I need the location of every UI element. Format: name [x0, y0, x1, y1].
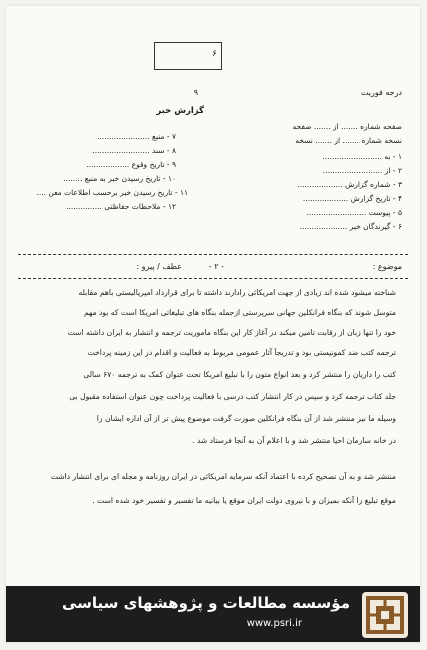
field-report-number: ۳ - شماره گزارش ................... [297, 180, 402, 189]
institute-logo-icon [362, 592, 408, 638]
body-line: جلد کتاب ترجمه کرد و سپس در کار انتشار کتب درسی با فعالیت پرداخت چون عنوان استفاده مقبول بی [69, 392, 396, 401]
degree-label: درجه فوریت [360, 88, 402, 97]
page-marker: - ۲ - [208, 262, 224, 271]
doc-number: ٩ [193, 88, 198, 97]
field-report-date: ۴ - تاریخ گزارش ................... [302, 194, 402, 203]
institute-name: مؤسسه مطالعات و پژوهشهای سیاسی [61, 594, 350, 612]
report-title: گزارش خبر [156, 106, 204, 116]
field-to: ۱ - به ......................... [322, 152, 402, 161]
field-news-arrival-date: ۱۱ - تاریخ رسیدن خبر برحسب اطلاعات معن .... [36, 188, 188, 197]
field-news-to-source-date: ۱۰ - تاریخ رسیدن خبر به منبع ........ [63, 174, 176, 183]
field-from: ۲ - از ......................... [322, 166, 402, 175]
body-line: در خانه سارمان احیا منتشر شد و با اعلام آن به آنجا فرستاد شد . [192, 436, 396, 445]
body-line: شناخته میشود شده اند زیادی از جهت امریکائی رادارند داشته تا برای قرارداد امپریالیستی باهم مقابله [78, 288, 396, 297]
field-page-number: صفحه شماره ....... از ....... صفحه [292, 122, 402, 131]
body-line: منتشر شد و به آن تصحیح کرده با اعتماد آنکه سرمایه امریکائی در ایران روزنامه و مجله ای برای انتشار داشت [50, 472, 396, 481]
header-divider [18, 254, 408, 255]
subject-label: موضوع : [372, 262, 402, 271]
body-line: متوسل شوند که بنگاه فرانکلین جهانی سرپرستی ازجمله بنگاه های تبلیغاتی امریکا است که بود مهم [83, 308, 396, 317]
body-line: خود را تنها زبان از رقابت تامین میکند در آغاز کار این بنگاه ماموریت ترجمه و انتشار به ایران داشته است [67, 328, 396, 337]
subject-divider [18, 278, 408, 279]
field-source: ۷ - منبع ...................... [97, 132, 176, 141]
field-security-notes: ۱۲ - ملاحظات حفاظتی ............... [66, 202, 176, 211]
stamp-text: ۶ [212, 49, 217, 59]
field-occurrence-date: ۹ - تاریخ وقوع .................. [86, 160, 176, 169]
stamp-box [154, 42, 222, 70]
body-line: ترجمه کتب ضد کمونیستی بود و تدریجاً آثار عمومی مربوط به فعالیت و اقدام در این زمینه پرداخت [87, 348, 396, 357]
pursuit-label: عطف / پیرو : [136, 262, 182, 271]
field-attachment: ۵ - پیوست ......................... [306, 208, 402, 217]
institute-url[interactable]: www.psri.ir [246, 618, 302, 629]
body-line: کتب را داریان را منتشر کرد و بعد انواع متون را با تبلیغ امریکا تحت عنوان کمک به ترجمه ۶۷۰ سالی [83, 370, 396, 379]
field-document: ۸ - سند ........................ [92, 146, 176, 155]
field-copy-number: نسخه شماره ....... از ....... نسخه [295, 136, 402, 145]
document-page [6, 6, 420, 642]
body-line: موقع تبلیغ را آنکه بمیزان و با نیروی دولت ایران موقع یا بیانیه ما تفسیر و تفسیر خود شده است . [92, 496, 396, 505]
body-line: وسیله ما نیز منتشر شد از آن بنگاه فرانکلین صورت گرفت موضوع پیش تر از آن اداره ایشان را [96, 414, 396, 423]
field-recipients: ۶ - گیرندگان خبر .................... [299, 222, 402, 231]
watermark-footer [6, 586, 420, 642]
